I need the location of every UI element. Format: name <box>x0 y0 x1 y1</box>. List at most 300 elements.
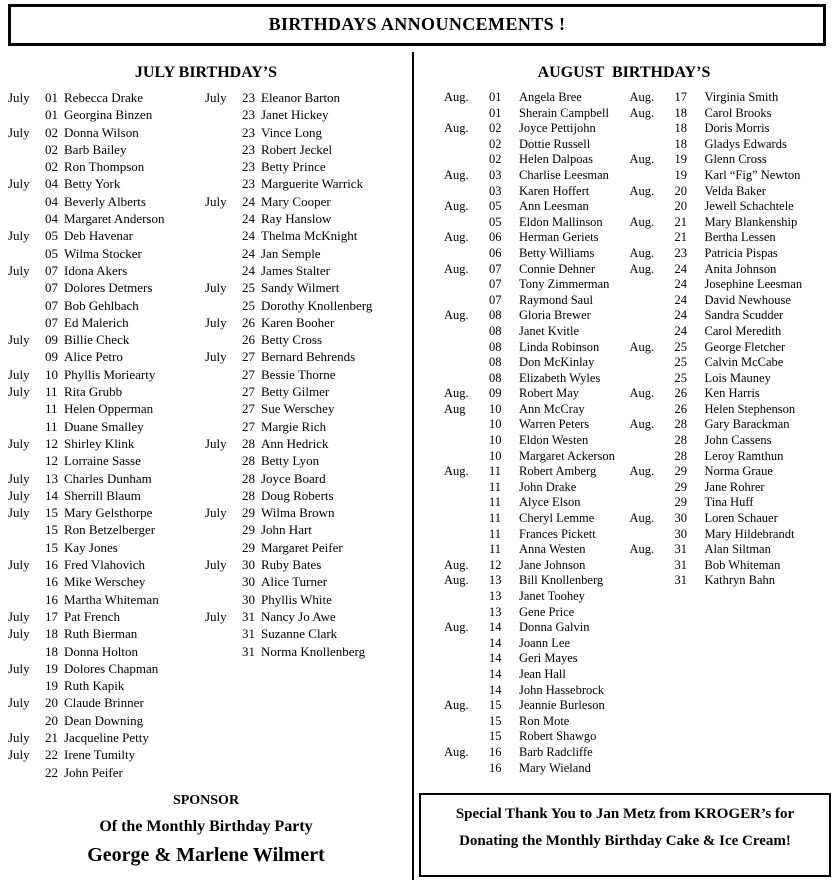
row-month: Aug. <box>444 261 469 276</box>
row-day: 22 <box>45 764 58 780</box>
row-month <box>630 558 675 574</box>
row-month: July <box>8 332 30 348</box>
row-day: 24 <box>242 211 255 227</box>
row-day: 30 <box>242 591 255 607</box>
row-month <box>444 589 489 605</box>
row-name: Mary Hildebrandt <box>704 526 795 541</box>
row-day: 26 <box>674 401 688 416</box>
birthday-row <box>444 667 630 683</box>
birthday-row <box>630 480 834 496</box>
row-day: 16 <box>489 744 502 759</box>
birthday-row <box>630 433 834 449</box>
row-day: 28 <box>242 453 255 469</box>
row-name: Geri Mayes <box>519 651 578 666</box>
row-day: 05 <box>45 245 58 261</box>
row-day: 15 <box>489 713 502 728</box>
birthday-row <box>205 573 411 590</box>
row-day: 10 <box>489 448 502 463</box>
birthday-row <box>630 355 834 371</box>
row-day: 08 <box>489 339 502 354</box>
row-day: 30 <box>674 511 688 526</box>
birthday-row <box>205 452 411 469</box>
row-name: Sherain Campbell <box>519 105 609 120</box>
row-month: July <box>205 505 227 521</box>
row-day: 30 <box>242 557 255 573</box>
birthday-row <box>630 90 834 106</box>
row-day: 28 <box>674 433 688 448</box>
birthday-row <box>205 625 411 642</box>
row-day: 24 <box>242 262 255 278</box>
birthday-row <box>444 293 630 309</box>
row-month: July <box>8 626 30 642</box>
row-day: 30 <box>242 574 255 590</box>
row-day: 02 <box>45 141 58 157</box>
row-day: 22 <box>45 747 58 763</box>
row-month <box>630 168 675 184</box>
row-month <box>205 383 242 400</box>
row-month <box>630 293 675 309</box>
birthday-row <box>444 449 630 465</box>
birthday-row <box>444 308 630 324</box>
row-month <box>205 158 242 175</box>
july-header: JULY BIRTHDAY’S <box>134 64 278 81</box>
row-name: Charlise Leesman <box>519 167 609 182</box>
birthday-row <box>630 573 834 589</box>
row-month <box>630 308 675 324</box>
row-month <box>205 175 242 192</box>
row-day: 23 <box>242 176 255 192</box>
row-day: 18 <box>45 626 58 642</box>
sponsor-block <box>0 793 412 867</box>
row-month <box>630 199 675 215</box>
row-day: 24 <box>674 308 688 323</box>
birthday-row <box>444 745 630 761</box>
row-name: Eldon Mallinson <box>519 214 603 229</box>
row-name: Idona Akers <box>64 262 128 278</box>
row-month <box>8 643 45 660</box>
row-name: Norma Knollenberg <box>261 643 366 659</box>
row-day: 20 <box>45 712 58 728</box>
row-day: 18 <box>45 643 58 659</box>
july-columns <box>0 89 412 781</box>
row-name: Ken Harris <box>704 386 760 401</box>
row-month <box>8 141 45 158</box>
row-name: Connie Dehner <box>519 261 596 276</box>
row-name: Margaret Peifer <box>261 539 343 555</box>
row-month <box>444 667 489 683</box>
birthday-row <box>8 643 205 660</box>
row-month <box>205 400 242 417</box>
birthday-row <box>444 386 630 402</box>
row-name: John Hassebrock <box>519 682 605 697</box>
row-day: 04 <box>45 211 58 227</box>
row-month: Aug. <box>444 230 469 245</box>
row-name: Suzanne Clark <box>261 626 338 642</box>
birthday-row <box>205 487 411 504</box>
row-day: 07 <box>45 297 58 313</box>
row-day: 24 <box>242 245 255 261</box>
row-month: Aug. <box>629 464 655 479</box>
birthday-row <box>8 141 205 158</box>
row-name: Lois Mauney <box>704 370 771 385</box>
row-day: 12 <box>489 557 502 572</box>
row-name: Norma Graue <box>704 464 773 479</box>
row-name: Vince Long <box>261 124 322 140</box>
row-month <box>630 230 675 246</box>
row-name: Donna Wilson <box>64 124 139 140</box>
row-day: 25 <box>242 297 255 313</box>
row-day: 04 <box>45 193 58 209</box>
row-month: Aug. <box>444 557 469 572</box>
row-month: July <box>8 660 30 676</box>
birthday-row <box>8 521 205 538</box>
birthday-row <box>630 184 834 200</box>
row-month <box>205 591 242 608</box>
row-name: Gene Price <box>519 604 575 619</box>
row-name: Eleanor Barton <box>261 90 341 105</box>
row-name: Betty Cross <box>261 332 323 348</box>
row-month <box>444 480 489 496</box>
row-day: 07 <box>45 314 58 330</box>
row-month <box>444 340 489 356</box>
birthday-row <box>205 106 411 123</box>
row-month <box>8 297 45 314</box>
row-day: 12 <box>45 435 58 451</box>
row-name: David Newhouse <box>704 292 791 307</box>
row-name: Frances Pickett <box>519 526 596 541</box>
birthday-row <box>8 625 205 642</box>
row-month: Aug. <box>629 417 655 432</box>
row-name: Phyllis Moriearty <box>64 366 156 382</box>
birthday-row <box>444 620 630 636</box>
birthday-row <box>444 511 630 527</box>
row-name: Ron Betzelberger <box>64 522 156 538</box>
thank-you-line-2: Donating the Monthly Birthday Cake & Ice Cream! <box>459 833 791 850</box>
row-month <box>205 573 242 590</box>
row-month <box>8 764 45 781</box>
row-day: 26 <box>242 332 255 348</box>
row-day: 31 <box>242 626 255 642</box>
row-name: Bertha Lessen <box>704 230 776 245</box>
birthday-row <box>444 527 630 543</box>
row-name: Sandy Wilmert <box>261 280 340 296</box>
row-month: July <box>8 470 30 486</box>
row-name: John Cassens <box>704 433 772 448</box>
birthday-row <box>8 124 205 141</box>
row-name: Betty Gilmer <box>261 384 330 400</box>
row-name: Dolores Detmers <box>64 280 153 296</box>
row-day: 01 <box>489 90 502 104</box>
row-month <box>630 121 675 137</box>
row-name: Velda Baker <box>704 183 766 198</box>
birthday-row <box>8 556 205 573</box>
birthday-row <box>444 495 630 511</box>
row-month <box>8 158 45 175</box>
row-day: 09 <box>45 349 58 365</box>
row-day: 02 <box>45 159 58 175</box>
row-day: 23 <box>242 141 255 157</box>
row-month <box>630 355 675 371</box>
row-name: Karen Hoffert <box>519 183 590 198</box>
row-day: 15 <box>45 505 58 521</box>
row-month <box>8 245 45 262</box>
birthday-row <box>8 106 205 123</box>
row-day: 02 <box>489 152 502 167</box>
row-name: Sue Werschey <box>261 401 335 417</box>
birthday-row <box>205 331 411 348</box>
row-name: Bob Whiteman <box>704 557 781 572</box>
row-name: Janet Hickey <box>261 107 329 123</box>
birthday-row <box>630 106 834 122</box>
row-name: Raymond Saul <box>519 292 593 307</box>
birthday-row <box>444 729 630 745</box>
row-month <box>8 712 45 729</box>
row-name: Claude Brinner <box>64 695 144 711</box>
birthday-row <box>630 511 834 527</box>
birthday-row <box>8 694 205 711</box>
row-month: July <box>205 314 227 330</box>
birthday-row <box>205 400 411 417</box>
row-day: 10 <box>489 433 502 448</box>
row-day: 31 <box>242 643 255 659</box>
birthday-row <box>8 504 205 521</box>
content-columns <box>0 52 834 885</box>
birthday-row <box>205 435 411 452</box>
july-column-2 <box>205 89 411 781</box>
birthday-row <box>205 366 411 383</box>
row-day: 29 <box>674 464 688 479</box>
birthday-row <box>630 230 834 246</box>
row-month <box>205 227 242 244</box>
birthday-row <box>444 573 630 589</box>
row-name: Glenn Cross <box>704 152 767 167</box>
row-name: Bessie Thorne <box>261 366 336 382</box>
birthday-row <box>205 383 411 400</box>
birthday-row <box>205 210 411 227</box>
row-month <box>205 452 242 469</box>
row-day: 27 <box>242 384 255 400</box>
row-name: Doug Roberts <box>261 487 334 503</box>
row-name: Elizabeth Wyles <box>519 370 601 385</box>
row-month <box>444 527 489 543</box>
row-month: July <box>8 729 30 745</box>
row-day: 15 <box>489 729 502 744</box>
row-day: 13 <box>489 604 502 619</box>
row-name: Linda Robinson <box>519 339 600 354</box>
row-month: July <box>8 505 30 521</box>
row-month <box>8 279 45 296</box>
row-month: July <box>8 228 30 244</box>
row-month <box>444 137 489 153</box>
row-name: Irene Tumilty <box>64 747 136 763</box>
row-day: 23 <box>674 245 688 260</box>
row-month: Aug. <box>629 183 655 198</box>
row-day: 16 <box>45 574 58 590</box>
birthday-row <box>630 417 834 433</box>
row-month <box>444 152 489 168</box>
row-month: Aug. <box>629 261 655 276</box>
birthday-row <box>444 651 630 667</box>
row-name: Tina Huff <box>704 495 754 510</box>
row-month <box>444 511 489 527</box>
row-name: Ann Leesman <box>519 199 589 214</box>
row-day: 12 <box>45 453 58 469</box>
row-day: 16 <box>489 760 502 775</box>
row-day: 01 <box>489 105 502 120</box>
row-name: Leroy Ramthun <box>704 448 784 463</box>
row-name: Ann McCray <box>519 401 585 416</box>
birthday-row <box>630 215 834 231</box>
row-month <box>444 449 489 465</box>
row-name: Mary Gelsthorpe <box>64 505 153 521</box>
row-day: 29 <box>242 539 255 555</box>
row-name: Pat French <box>64 608 120 624</box>
row-month <box>444 683 489 699</box>
row-month <box>205 262 242 279</box>
row-name: Margaret Ackerson <box>519 448 615 463</box>
row-day: 07 <box>489 261 502 276</box>
row-month: Aug. <box>629 511 655 526</box>
row-month <box>8 677 45 694</box>
birthday-row <box>630 558 834 574</box>
row-month <box>630 277 675 293</box>
birthday-row <box>205 245 411 262</box>
row-name: John Hart <box>261 522 312 538</box>
birthday-row <box>8 487 205 504</box>
row-day: 01 <box>45 90 58 105</box>
sponsor-heading: SPONSOR <box>172 792 240 808</box>
row-month: Aug. <box>444 386 469 401</box>
row-day: 07 <box>489 277 502 292</box>
row-day: 10 <box>489 401 502 416</box>
row-month: July <box>8 124 30 140</box>
row-day: 05 <box>489 214 502 229</box>
row-name: Wilma Stocker <box>64 245 142 261</box>
row-day: 17 <box>674 90 688 104</box>
row-name: Rita Grubb <box>64 384 123 400</box>
row-month: July <box>8 608 30 624</box>
birthday-row <box>444 230 630 246</box>
row-name: Joyce Pettijohn <box>519 121 596 136</box>
row-day: 14 <box>489 666 502 681</box>
birthday-row <box>8 764 205 781</box>
birthday-row <box>8 331 205 348</box>
row-name: Alice Petro <box>64 349 123 365</box>
row-month: Aug <box>444 401 466 416</box>
row-name: Shirley Klink <box>64 435 135 451</box>
row-day: 17 <box>45 608 58 624</box>
birthday-row <box>630 402 834 418</box>
row-day: 10 <box>489 417 502 432</box>
row-name: Bernard Behrends <box>261 349 356 365</box>
row-month <box>8 591 45 608</box>
birthday-row <box>205 124 411 141</box>
birthday-row <box>444 636 630 652</box>
row-name: Alyce Elson <box>519 495 581 510</box>
birthday-row <box>8 729 205 746</box>
row-day: 28 <box>674 417 688 432</box>
row-name: Carol Brooks <box>704 105 772 120</box>
row-day: 08 <box>489 323 502 338</box>
row-month <box>205 539 242 556</box>
birthday-row <box>8 746 205 763</box>
row-day: 18 <box>674 136 688 151</box>
birthday-row <box>205 158 411 175</box>
row-day: 14 <box>489 620 502 635</box>
row-name: Phyllis White <box>261 591 332 607</box>
birthday-row <box>444 433 630 449</box>
birthday-row <box>630 293 834 309</box>
birthday-row <box>630 464 834 480</box>
july-column-1 <box>8 89 205 781</box>
birthday-row <box>444 542 630 558</box>
row-name: Thelma McKnight <box>261 228 358 244</box>
row-day: 02 <box>45 124 58 140</box>
row-month <box>444 106 489 122</box>
row-day: 19 <box>45 678 58 694</box>
birthday-row <box>630 542 834 558</box>
birthday-row <box>8 470 205 487</box>
birthday-row <box>8 245 205 262</box>
row-day: 15 <box>45 522 58 538</box>
row-name: Beverly Alberts <box>64 193 146 209</box>
birthday-row <box>8 227 205 244</box>
row-month <box>205 366 242 383</box>
row-name: Virginia Smith <box>704 90 779 104</box>
row-day: 03 <box>489 167 502 182</box>
birthday-row <box>630 340 834 356</box>
birthday-row <box>8 366 205 383</box>
row-name: Barb Bailey <box>64 141 127 157</box>
birthday-row <box>205 297 411 314</box>
row-day: 27 <box>242 366 255 382</box>
row-day: 14 <box>45 487 58 503</box>
birthday-row <box>205 504 411 521</box>
sponsor-names: George & Marlene Wilmert <box>87 843 325 866</box>
row-day: 02 <box>489 121 502 136</box>
birthday-row <box>205 556 411 573</box>
row-name: Marguerite Warrick <box>261 176 364 192</box>
row-name: Doris Morris <box>704 121 770 136</box>
birthday-row <box>444 246 630 262</box>
birthday-row <box>8 193 205 210</box>
row-day: 06 <box>489 245 502 260</box>
row-day: 24 <box>674 277 688 292</box>
row-name: Betty Lyon <box>261 453 320 469</box>
row-month: Aug. <box>629 105 655 120</box>
row-month <box>630 137 675 153</box>
row-month <box>205 124 242 141</box>
row-name: Patricia Pispas <box>704 245 778 260</box>
birthday-row <box>630 386 834 402</box>
row-month: July <box>205 608 227 624</box>
row-day: 09 <box>45 332 58 348</box>
birthday-row <box>630 168 834 184</box>
row-name: Donna Galvin <box>519 620 590 635</box>
row-day: 27 <box>242 349 255 365</box>
row-month: Aug. <box>629 542 655 557</box>
row-day: 25 <box>242 280 255 296</box>
row-day: 24 <box>242 228 255 244</box>
birthday-row <box>630 449 834 465</box>
birthday-row <box>205 591 411 608</box>
row-name: Gloria Brewer <box>519 308 591 323</box>
row-month <box>630 495 675 511</box>
row-day: 09 <box>489 386 502 401</box>
row-month <box>630 324 675 340</box>
row-month <box>444 371 489 387</box>
birthday-row <box>205 193 411 210</box>
